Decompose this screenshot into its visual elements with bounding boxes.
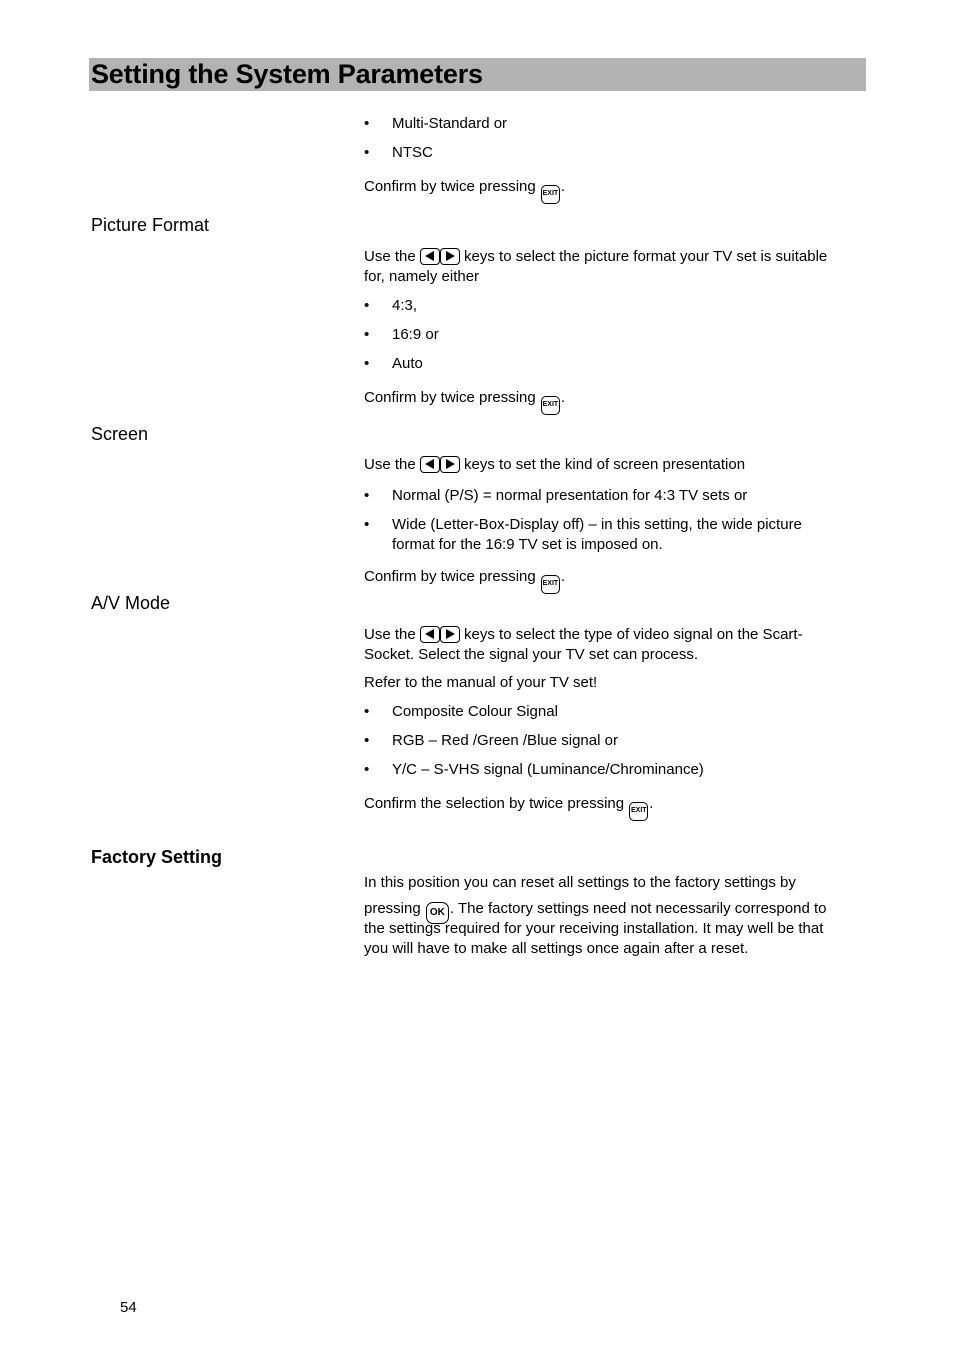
left-arrow-key-icon [420,248,440,265]
confirm-text: Confirm by twice pressing [364,568,536,585]
list-item-text: 4:3, [392,297,418,314]
bullet: • [364,516,370,533]
section-heading-screen: Screen [91,424,149,444]
confirm-end: . [560,389,566,406]
bullet: • [364,487,370,504]
intro-rest: keys to set the kind of screen presentation [464,456,746,473]
factory-line-4: you will have to make all settings once again after a reset. [364,940,749,957]
exit-key-icon: EXIT [541,575,560,594]
list-item-text: Auto [392,355,423,372]
exit-key-icon: EXIT [541,185,560,204]
list-item-text: Wide (Letter-Box-Display off) – in this setting, the wide picture format for the 16:9 TV set is imposed on. [392,516,802,553]
intro-rest: keys to select the picture format your TV set is suitable [464,248,828,265]
use-the-text: Use the [364,248,416,265]
use-the-text: Use the [364,626,416,643]
bullet: • [364,115,370,132]
left-arrow-key-icon [420,456,440,473]
factory-line-3: the settings required for your receiving installation. It may well be that [364,920,824,937]
intro-line2: Socket. Select the signal your TV set can process. [364,646,699,663]
list-item-text: RGB – Red /Green /Blue signal or [392,732,618,749]
list-item-text: Composite Colour Signal [392,703,558,720]
right-arrow-key-icon [440,456,460,473]
page-number: 54 [120,1299,137,1316]
right-arrow-key-icon [440,248,460,265]
pressing-text: pressing [364,900,421,917]
bullet: • [364,144,370,161]
factory-rest-line2: . The factory settings need not necessarily correspond to [449,900,827,917]
confirm-end: . [560,568,566,585]
refer-text: Refer to the manual of your TV set! [364,674,598,691]
bullet: • [364,297,370,314]
use-the-text: Use the [364,456,416,473]
intro-rest: keys to select the type of video signal on the Scart- [464,626,803,643]
confirm-paragraph [364,567,866,594]
bullet: • [364,732,370,749]
bullet: • [364,355,370,372]
intro-paragraph [364,247,866,287]
factory-line-1: In this position you can reset all settings to the factory settings by [364,874,796,891]
page-title: Setting the System Parameters [91,59,483,89]
left-arrow-key-icon [420,626,440,643]
section-heading-factory-setting: Factory Setting [91,847,223,867]
ok-key-icon: OK [426,902,449,924]
section-heading-picture-format: Picture Format [91,215,210,235]
confirm-end: . [649,795,654,812]
exit-key-icon: EXIT [541,396,560,415]
page-title-banner [89,58,866,91]
right-arrow-key-icon [440,626,460,643]
confirm-text: Confirm the selection by twice pressing [364,795,625,812]
confirm-paragraph [364,388,866,415]
confirm-end: . [560,178,566,195]
list-item-text: Y/C – S-VHS signal (Luminance/Chrominance) [392,761,704,778]
bullet: • [364,703,370,720]
confirm-text: Confirm by twice pressing [364,178,536,195]
intro-line2: for, namely either [364,268,480,285]
list-item-text: Multi-Standard or [392,115,508,132]
bullet: • [364,761,370,778]
intro-paragraph [364,625,866,665]
confirm-paragraph [364,794,866,821]
confirm-paragraph [364,177,866,204]
list-item-text: Normal (P/S) = normal presentation for 4:3 TV sets or [392,487,748,504]
bullet: • [364,326,370,343]
list-item-text: 16:9 or [392,326,439,343]
section-heading-av-mode: A/V Mode [91,593,171,613]
list-item-text: NTSC [392,144,433,161]
intro-paragraph [364,455,866,475]
confirm-text: Confirm by twice pressing [364,389,536,406]
exit-key-icon: EXIT [629,802,648,821]
